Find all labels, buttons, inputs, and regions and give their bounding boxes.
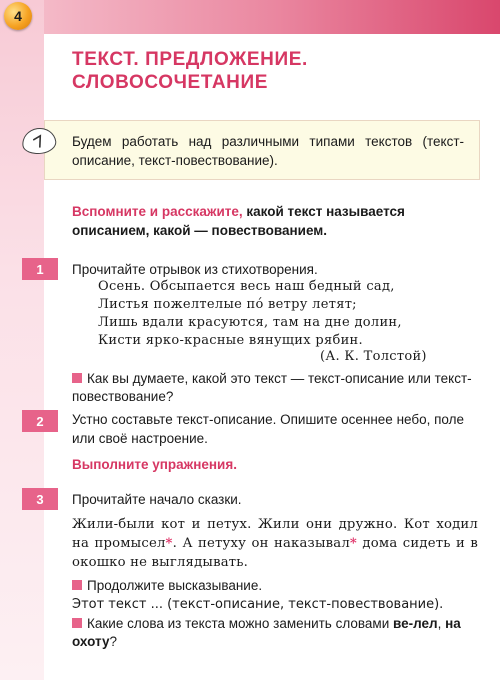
- task-1-question: [72, 370, 476, 406]
- task-2-instruction: Устно составьте текст-описание. Опишите осеннее небо, поле или своё настроение.: [72, 412, 465, 446]
- lesson-title: [72, 48, 472, 94]
- word-question-text: Какие слова из текста можно заменить словами: [87, 616, 393, 631]
- word-question-bold-1: ве-лел: [393, 616, 438, 631]
- tale-text-part-1: Жили-были кот и петух. Жили они дружно. Кот ходил на промысел: [72, 517, 478, 551]
- task-3-instruction: Прочитайте начало сказки.: [72, 492, 242, 507]
- lesson-goal-text: Будем работать над различными типами текстов (текст-описание, текст-повествование).: [72, 134, 464, 168]
- pink-square-bullet-icon: [72, 373, 82, 383]
- page-number-badge: 4: [4, 2, 32, 30]
- task-1-question-text: Как вы думаете, какой это текст — текст-описание или текст-повествование?: [72, 371, 472, 404]
- poem-line: Кисти ярко-красные вянущих рябин.: [98, 333, 363, 348]
- recall-instruction-highlight: Вспомните и расскажите,: [72, 204, 243, 219]
- poem-excerpt: [98, 278, 458, 350]
- word-question-separator: ,: [437, 616, 446, 631]
- lesson-title-line-2: СЛОВОСОЧЕТАНИЕ: [72, 72, 269, 93]
- pink-square-bullet-icon: [72, 618, 82, 628]
- poem-line: Осень. Обсыпается весь наш бедный сад,: [98, 279, 395, 294]
- task-number-1: 1: [22, 258, 58, 280]
- pink-square-bullet-icon: [72, 580, 82, 590]
- word-question-bold-2: на охоту: [72, 616, 461, 649]
- continue-statement-line: Этот текст ... (текст-описание, текст-повествование).: [72, 597, 444, 612]
- poem-line: Лишь вдали красуются, там на дне долин,: [98, 315, 402, 330]
- recall-instruction-rest: какой текст называется описанием, какой — повествованием.: [72, 204, 405, 238]
- poem-line: Листья пожелтелые пó ветру летят;: [98, 297, 357, 312]
- task-number-3: 3: [22, 488, 58, 510]
- footnote-star-icon: *: [165, 536, 173, 551]
- goal-mark-icon: [29, 132, 49, 150]
- recall-instruction: [72, 202, 472, 240]
- exercises-heading: Выполните упражнения.: [72, 457, 237, 472]
- header-band: [0, 0, 500, 34]
- task-1-instruction: Прочитайте отрывок из стихотворения.: [72, 262, 318, 277]
- word-replacement-question: [72, 615, 476, 651]
- continue-statement-label: [72, 577, 476, 595]
- continue-statement-text: Продолжите высказывание.: [87, 578, 263, 593]
- lesson-title-line-1: ТЕКСТ. ПРЕДЛОЖЕНИЕ.: [72, 49, 308, 70]
- tale-text-part-3: дома сидеть и в окошко не выглядывать.: [72, 536, 478, 570]
- poem-author: (А. К. Толстой): [320, 349, 427, 364]
- footnote-star-icon: *: [349, 536, 358, 551]
- word-question-end: ?: [109, 634, 117, 649]
- margin-band: [0, 0, 44, 680]
- tale-text-part-2: . А петуху он наказывал: [172, 536, 350, 551]
- task-number-2: 2: [22, 410, 58, 432]
- fairy-tale-excerpt: [72, 515, 478, 572]
